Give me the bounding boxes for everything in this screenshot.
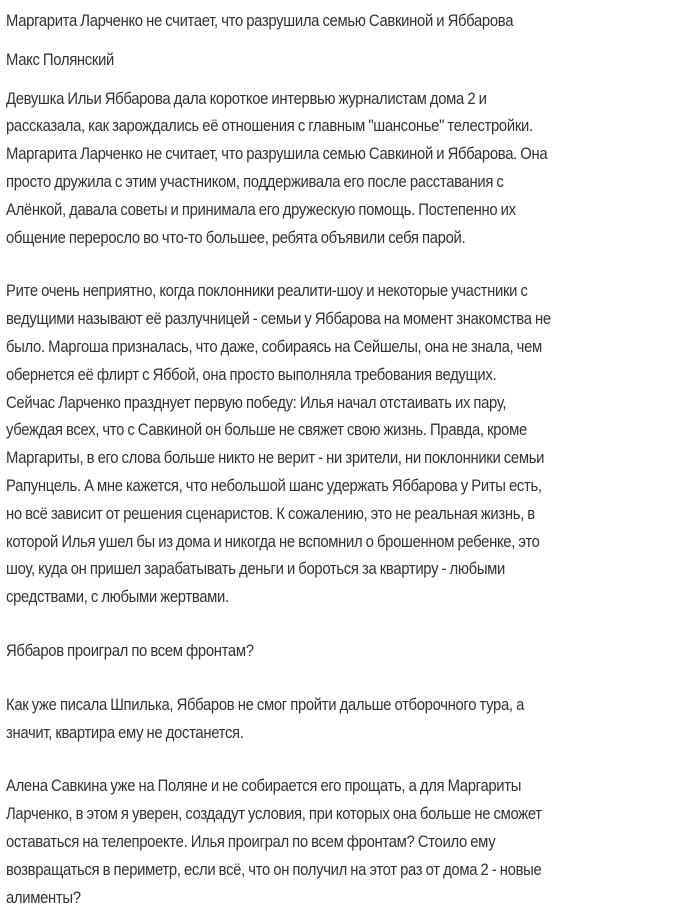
title-text: Маргарита Ларченко не считает, что разрушила семью Савкиной и Яббарова (6, 12, 514, 30)
text-line: общение переросло во что-то большее, ребята объявили себя парой. (6, 228, 466, 247)
text-line: Маргарита Ларченко не считает, что разрушила семью Савкиной и Яббарова. Она (6, 145, 548, 164)
paragraph-gap (6, 612, 693, 638)
paragraph-gap (6, 747, 693, 773)
text-line: Рите очень неприятно, когда поклонники реалити-шоу и некоторые участники с (6, 282, 528, 301)
text-line: убеждая всех, что с Савкиной он больше не свяжет свою жизнь. Правда, кроме (6, 421, 527, 440)
text-line: Сейчас Ларченко празднует первую победу: Илья начал отстаивать их пару, (6, 393, 507, 412)
text-line: было. Маргоша призналась, что даже, собираясь на Сейшелы, она не знала, чем (6, 337, 542, 356)
paragraph-body (6, 278, 628, 612)
text-line: возвращаться в периметр, если всё, что он получил на этот раз от дома 2 - новые (6, 860, 542, 879)
text-line: Маргариты, в его слова больше никто не верит - ни зрители, ни поклонники семьи (6, 449, 545, 468)
text-line: Ларченко, в этом я уверен, создадут условия, при которых она больше не сможет (6, 805, 542, 824)
text-line: которой Илья ушел бы из дома и никогда не вспомнил о брошенном ребенке, это (6, 532, 540, 551)
text-line: Алена Савкина уже на Поляне и не собирается его прощать, а для Маргариты (6, 777, 522, 796)
subheading-text: Яббаров проиграл по всем фронтам? (6, 641, 254, 660)
text-line: Рапунцель. А мне кажется, что небольшой шанс удержать Яббарова у Риты есть, (6, 476, 542, 495)
text-line: Как уже писала Шпилька, Яббаров не смог пройти дальше отборочного тура, а (6, 695, 525, 714)
text-line: но всё зависит от решения сценаристов. К сожалению, это не реальная жизнь, в (6, 504, 535, 523)
text-line: Алёнкой, давала советы и принимала его дружескую помощь. Постепенно их (6, 200, 516, 219)
text-line: рассказала, как зарождались её отношения с главным "шансонье" телестройки. (6, 117, 533, 136)
article-title (6, 8, 628, 36)
author-name: Макс Полянский (6, 50, 115, 69)
text-line: средствами, с любыми жертвами. (6, 588, 229, 607)
text-line: Девушка Ильи Яббарова дала короткое интервью журналистам дома 2 и (6, 89, 487, 108)
article-author (6, 47, 628, 75)
paragraph-intro (6, 86, 628, 253)
text-line: оставаться на телепроекте. Илья проиграл по всем фронтам? Стоило ему (6, 832, 496, 851)
paragraph-gap (6, 666, 693, 692)
paragraph-conclusion (6, 773, 628, 912)
text-line: значит, квартира ему не достанется. (6, 723, 244, 742)
paragraph-gap (6, 252, 693, 263)
subheading (6, 638, 628, 666)
paragraph-apartment (6, 692, 628, 748)
text-line: алименты? (6, 888, 81, 907)
text-line: шоу, куда он пришел зарабатывать деньги и бороться за квартиру - любыми (6, 560, 506, 579)
text-line: просто дружила с этим участником, поддерживала его после расставания с (6, 172, 504, 191)
text-line: ведущими называют её разлучницей - семьи у Яббарова на момент знакомства не (6, 310, 551, 329)
text-line: обернется её флирт с Яббой, она просто выполняла требования ведущих. (6, 365, 497, 384)
